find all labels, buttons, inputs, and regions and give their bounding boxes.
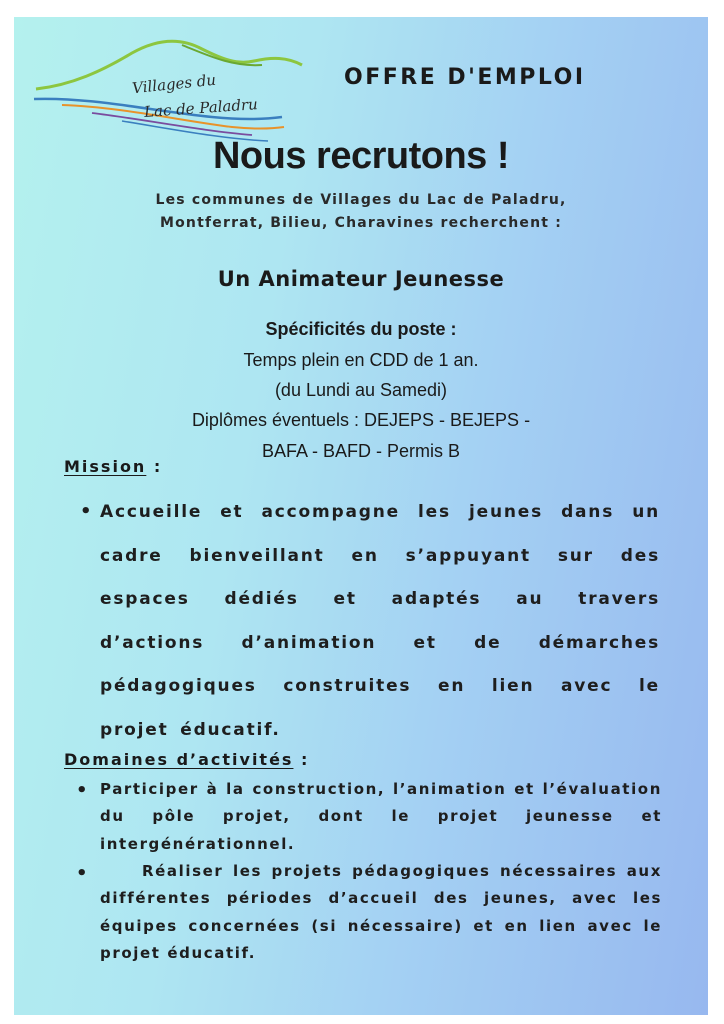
job-offer-flyer	[14, 17, 708, 1015]
bullet-icon: •	[80, 501, 92, 522]
logo-text-line-2: Lac de Paladru	[143, 95, 259, 121]
domains-heading-label: Domaines d’activités	[64, 750, 294, 769]
bullet-icon: •	[76, 780, 88, 801]
domains-heading-colon: :	[293, 750, 310, 769]
spec-line: (du Lundi au Samedi)	[274, 380, 448, 400]
villages-du-lac-de-paladru-logo	[32, 31, 317, 149]
bullet-icon: •	[76, 863, 88, 884]
mission-heading-colon: :	[146, 457, 163, 476]
mission-heading	[64, 457, 162, 476]
domain-item: Réaliser les projets pédagogiques nécessaires aux différentes périodes d’accueil des jeunes, avec les équipes concernées (si nécessaire) et en lien avec le projet éducatif.	[100, 862, 662, 962]
domain-item: Participer à la construction, l’animation et l’évaluation du pôle projet, dont le projet jeunesse et intergénérationnel.	[100, 780, 662, 853]
specs-heading: Spécificités du poste :	[265, 319, 457, 339]
intro-text: Les communes de Villages du Lac de Paladru, Montferrat, Bilieu, Charavines recherchent :	[155, 192, 567, 231]
headline: Nous recrutons !	[212, 135, 510, 177]
spec-line: BAFA - BAFD - Permis B	[261, 441, 461, 461]
spec-line: Temps plein en CDD de 1 an.	[243, 350, 479, 370]
mission-heading-label: Mission	[64, 457, 147, 476]
spec-line: Diplômes éventuels : DEJEPS - BEJEPS -	[191, 410, 531, 430]
domains-heading	[64, 750, 309, 769]
offer-title: OFFRE D'EMPLOI	[344, 65, 586, 90]
logo-text-line-1: Villages du	[131, 70, 217, 98]
job-title: Un Animateur Jeunesse	[217, 267, 505, 291]
mission-item: Accueille et accompagne les jeunes dans un cadre bienveillant en s’appuyant sur des espaces dédiés et adaptés au travers d’actions d’animation et de démarches pédagogiques construites en lien avec le projet éducatif.	[100, 502, 660, 740]
